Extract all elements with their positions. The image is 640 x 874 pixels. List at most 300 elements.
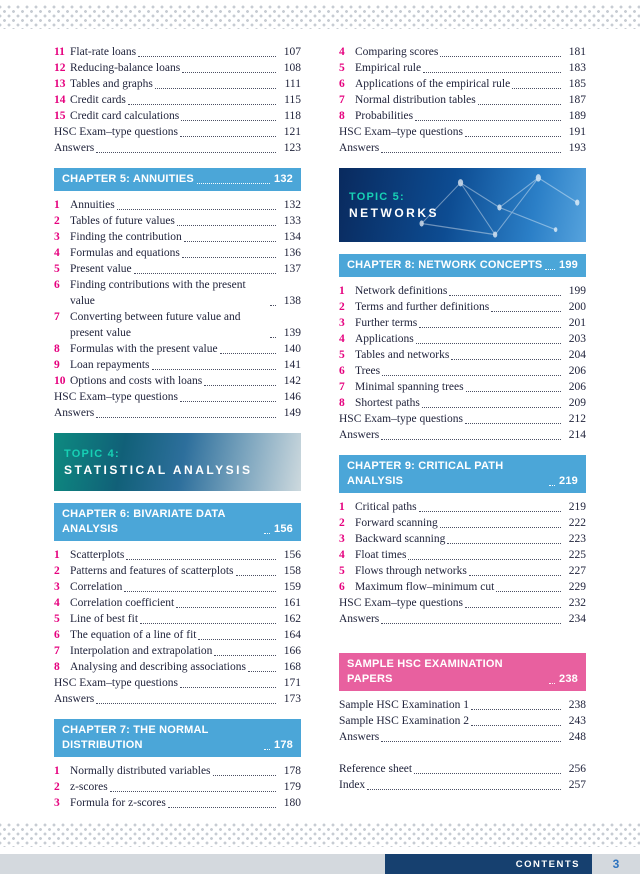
entry-label: Shortest paths xyxy=(355,397,420,409)
entry-label: Patterns and features of scatterplots xyxy=(70,565,234,577)
toc-entry xyxy=(339,395,586,411)
entry-number: 5 xyxy=(54,613,60,625)
topic4-kicker: TOPIC 4: xyxy=(64,447,120,460)
dot-leader xyxy=(440,56,561,57)
toc-entry xyxy=(339,140,586,156)
entry-number: 1 xyxy=(54,549,60,561)
toc-entry xyxy=(54,675,301,691)
entry-page: 248 xyxy=(568,731,586,743)
entry-label: Tables and networks xyxy=(355,349,450,361)
entry-label: Applications xyxy=(355,333,414,345)
entry-label: Analysing and describing associations xyxy=(70,661,246,673)
toc-entry xyxy=(54,691,301,707)
entry-label: Answers xyxy=(339,429,380,441)
dot-leader xyxy=(381,439,561,440)
dot-leader xyxy=(465,136,561,137)
entry-number: 1 xyxy=(339,501,345,513)
entry-number: 14 xyxy=(54,94,66,106)
dot-leader xyxy=(491,311,561,312)
sample-papers-list xyxy=(339,697,586,745)
entry-label: Flat-rate loans xyxy=(70,46,137,58)
chapter-title: SAMPLE HSC EXAMINATION PAPERS xyxy=(347,658,503,685)
dot-leader xyxy=(419,327,561,328)
dot-leader xyxy=(155,88,276,89)
dot-leader xyxy=(204,385,276,386)
dot-leader xyxy=(423,72,561,73)
entry-label: Further terms xyxy=(355,317,418,329)
entry-label: Terms and further definitions xyxy=(355,301,490,313)
toc-entry xyxy=(54,563,301,579)
entry-number: 11 xyxy=(54,46,65,58)
dot-leader xyxy=(381,623,561,624)
entry-number: 4 xyxy=(54,597,60,609)
entry-number: 5 xyxy=(339,349,345,361)
toc-entry xyxy=(54,643,301,659)
left-column xyxy=(54,44,301,823)
toc-entry xyxy=(54,389,301,405)
entry-number: 5 xyxy=(339,62,345,74)
top-dot-pattern xyxy=(0,5,640,29)
toc-entry xyxy=(339,579,586,595)
entry-page: 206 xyxy=(568,381,586,393)
entry-label: HSC Exam–type questions xyxy=(54,126,178,138)
chapter8-header xyxy=(339,254,586,277)
chapter-page: 199 xyxy=(559,259,578,271)
dot-leader xyxy=(213,775,276,776)
dot-leader xyxy=(264,533,270,534)
toc-entry xyxy=(339,499,586,515)
chapter7-list xyxy=(54,763,301,811)
toc-entry xyxy=(54,405,301,421)
toc-entry xyxy=(339,347,586,363)
sample-papers-header xyxy=(339,653,586,691)
entry-page: 256 xyxy=(568,763,586,775)
footer-section-label: CONTENTS xyxy=(385,854,592,874)
entry-number: 2 xyxy=(54,215,60,227)
toc-entry xyxy=(339,547,586,563)
entry-page: 179 xyxy=(283,781,301,793)
dot-leader xyxy=(220,353,276,354)
entry-label: Formula for z-scores xyxy=(70,797,166,809)
dot-leader xyxy=(270,337,276,338)
toc-content xyxy=(0,29,640,823)
entry-page: 161 xyxy=(283,597,301,609)
dot-leader xyxy=(367,789,561,790)
entry-label: Reference sheet xyxy=(339,763,413,775)
chapter9-header xyxy=(339,455,586,493)
toc-entry xyxy=(54,611,301,627)
toc-entry xyxy=(54,44,301,60)
entry-page: 138 xyxy=(283,295,301,307)
entry-label: Empirical rule xyxy=(355,62,422,74)
entry-page: 162 xyxy=(283,613,301,625)
entry-page: 158 xyxy=(283,565,301,577)
entry-label: Index xyxy=(339,779,366,791)
dot-leader xyxy=(176,607,276,608)
dot-leader xyxy=(124,591,276,592)
chapter6-list xyxy=(54,547,301,707)
entry-page: 146 xyxy=(283,391,301,403)
entry-number: 10 xyxy=(54,375,66,387)
entry-number: 6 xyxy=(339,581,345,593)
dot-leader xyxy=(117,209,276,210)
entry-page: 142 xyxy=(283,375,301,387)
dot-leader xyxy=(465,423,561,424)
chapter9-list xyxy=(339,499,586,627)
toc-entry xyxy=(339,563,586,579)
toc-entry xyxy=(54,60,301,76)
entry-label: Options and costs with loans xyxy=(70,375,203,387)
chapter-title: CHAPTER 8: NETWORK CONCEPTS xyxy=(347,259,543,271)
chapter4-continued-list xyxy=(54,44,301,156)
dot-leader xyxy=(180,401,276,402)
dot-leader xyxy=(248,671,276,672)
entry-label: Credit card calculations xyxy=(70,110,180,122)
toc-entry xyxy=(54,92,301,108)
entry-number: 5 xyxy=(54,263,60,275)
toc-entry xyxy=(339,315,586,331)
dot-leader xyxy=(415,120,561,121)
toc-entry xyxy=(339,515,586,531)
dot-leader xyxy=(96,417,276,418)
entry-label: Answers xyxy=(339,731,380,743)
entry-page: 238 xyxy=(568,699,586,711)
toc-entry xyxy=(54,245,301,261)
dot-leader xyxy=(381,152,561,153)
toc-entry xyxy=(54,261,301,277)
entry-page: 227 xyxy=(568,565,586,577)
entry-page: 206 xyxy=(568,365,586,377)
toc-entry xyxy=(339,331,586,347)
toc-entry xyxy=(54,213,301,229)
dot-leader xyxy=(168,807,276,808)
entry-page: 199 xyxy=(568,285,586,297)
entry-page: 141 xyxy=(283,359,301,371)
entry-number: 8 xyxy=(339,397,345,409)
entry-page: 193 xyxy=(568,142,586,154)
entry-page: 219 xyxy=(568,501,586,513)
topic4-title: STATISTICAL ANALYSIS xyxy=(64,462,253,477)
toc-entry xyxy=(54,197,301,213)
entry-number: 7 xyxy=(54,645,60,657)
entry-number: 6 xyxy=(339,78,345,90)
chapter5-header xyxy=(54,168,301,191)
dot-leader xyxy=(181,120,276,121)
entry-page: 223 xyxy=(568,533,586,545)
chapter5-list xyxy=(54,197,301,421)
entry-page: 133 xyxy=(283,215,301,227)
toc-entry xyxy=(339,611,586,627)
dot-leader xyxy=(140,623,276,624)
topic5-banner xyxy=(339,168,586,242)
entry-label: HSC Exam–type questions xyxy=(339,126,463,138)
entry-page: 181 xyxy=(568,46,586,58)
toc-entry xyxy=(339,60,586,76)
entry-label: Minimal spanning trees xyxy=(355,381,464,393)
entry-number: 9 xyxy=(54,359,60,371)
toc-entry xyxy=(54,341,301,357)
entry-number: 3 xyxy=(339,533,345,545)
entry-label: Line of best fit xyxy=(70,613,139,625)
entry-number: 2 xyxy=(54,565,60,577)
toc-entry xyxy=(54,309,301,341)
entry-label: The equation of a line of fit xyxy=(70,629,197,641)
toc-entry xyxy=(339,761,586,777)
entry-number: 4 xyxy=(339,46,345,58)
entry-page: 111 xyxy=(284,78,301,90)
dot-leader xyxy=(128,104,276,105)
entry-label: HSC Exam–type questions xyxy=(339,597,463,609)
toc-entry xyxy=(54,229,301,245)
toc-entry xyxy=(339,411,586,427)
toc-entry xyxy=(54,763,301,779)
entry-label: Formulas and equations xyxy=(70,247,180,259)
chapter-title: CHAPTER 5: ANNUITIES xyxy=(62,173,194,185)
page-footer xyxy=(0,854,640,874)
entry-page: 191 xyxy=(568,126,586,138)
entry-label: Correlation xyxy=(70,581,123,593)
entry-page: 140 xyxy=(283,343,301,355)
toc-entry xyxy=(339,777,586,793)
dot-leader xyxy=(197,183,270,184)
entry-page: 149 xyxy=(283,407,301,419)
toc-entry xyxy=(54,779,301,795)
dot-leader xyxy=(416,343,561,344)
dot-leader xyxy=(449,295,561,296)
chapter-page: 219 xyxy=(559,475,578,487)
entry-page: 200 xyxy=(568,301,586,313)
entry-label: Answers xyxy=(54,142,95,154)
toc-entry xyxy=(54,659,301,675)
entry-page: 173 xyxy=(283,693,301,705)
entry-label: HSC Exam–type questions xyxy=(54,391,178,403)
entry-page: 180 xyxy=(283,797,301,809)
entry-page: 159 xyxy=(283,581,301,593)
entry-page: 137 xyxy=(283,263,301,275)
dot-leader xyxy=(471,725,561,726)
entry-number: 3 xyxy=(54,581,60,593)
entry-label: Answers xyxy=(339,142,380,154)
dot-leader xyxy=(419,511,561,512)
entry-label: Converting between future value and present value xyxy=(70,311,241,339)
toc-entry xyxy=(54,795,301,811)
footer-spacer xyxy=(0,854,385,874)
entry-page: 203 xyxy=(568,333,586,345)
dot-leader xyxy=(214,655,276,656)
entry-number: 2 xyxy=(339,301,345,313)
entry-page: 234 xyxy=(568,613,586,625)
entry-page: 189 xyxy=(568,110,586,122)
toc-entry xyxy=(54,595,301,611)
entry-page: 201 xyxy=(568,317,586,329)
topic5-title: NETWORKS xyxy=(349,205,439,220)
dot-leader xyxy=(451,359,561,360)
entry-page: 212 xyxy=(568,413,586,425)
dot-leader xyxy=(471,709,561,710)
entry-page: 108 xyxy=(283,62,301,74)
entry-label: Interpolation and extrapolation xyxy=(70,645,213,657)
entry-number: 1 xyxy=(54,765,60,777)
dot-leader xyxy=(180,687,276,688)
bottom-dot-pattern xyxy=(0,823,640,847)
dot-leader xyxy=(180,136,276,137)
toc-entry xyxy=(54,357,301,373)
entry-page: 168 xyxy=(283,661,301,673)
chapter6-header xyxy=(54,503,301,541)
entry-page: 204 xyxy=(568,349,586,361)
entry-number: 13 xyxy=(54,78,66,90)
toc-entry xyxy=(339,108,586,124)
dot-leader xyxy=(414,773,561,774)
toc-entry xyxy=(339,363,586,379)
entry-label: Annuities xyxy=(70,199,115,211)
dot-leader xyxy=(264,749,270,750)
entry-page: 156 xyxy=(283,549,301,561)
toc-entry xyxy=(54,627,301,643)
entry-page: 187 xyxy=(568,94,586,106)
dot-leader xyxy=(381,741,561,742)
entry-number: 4 xyxy=(54,247,60,259)
entry-page: 243 xyxy=(568,715,586,727)
entry-label: Trees xyxy=(355,365,381,377)
entry-label: HSC Exam–type questions xyxy=(54,677,178,689)
chapter-title: CHAPTER 7: THE NORMAL DISTRIBUTION xyxy=(62,724,209,751)
entry-page: 214 xyxy=(568,429,586,441)
topic4-banner xyxy=(54,433,301,491)
chapter-page: 156 xyxy=(274,523,293,535)
entry-number: 4 xyxy=(339,333,345,345)
entry-number: 6 xyxy=(54,279,60,291)
entry-label: Tables of future values xyxy=(70,215,175,227)
entry-label: Network definitions xyxy=(355,285,448,297)
entry-label: Loan repayments xyxy=(70,359,150,371)
chapter7-continued-list xyxy=(339,44,586,156)
entry-label: Finding the contribution xyxy=(70,231,182,243)
entry-label: Formulas with the present value xyxy=(70,343,218,355)
entry-page: 123 xyxy=(283,142,301,154)
dot-leader xyxy=(182,257,276,258)
topic5-kicker: TOPIC 5: xyxy=(349,190,405,203)
entry-number: 5 xyxy=(339,565,345,577)
toc-entry xyxy=(339,283,586,299)
dot-leader xyxy=(382,375,561,376)
chapter7-header xyxy=(54,719,301,757)
dot-leader xyxy=(236,575,277,576)
toc-entry xyxy=(54,277,301,309)
toc-entry xyxy=(54,579,301,595)
entry-label: Critical paths xyxy=(355,501,417,513)
dot-leader xyxy=(96,703,276,704)
entry-page: 222 xyxy=(568,517,586,529)
entry-label: Flows through networks xyxy=(355,565,467,577)
entry-label: Float times xyxy=(355,549,407,561)
entry-page: 164 xyxy=(283,629,301,641)
entry-page: 257 xyxy=(568,779,586,791)
dot-leader xyxy=(182,72,276,73)
dot-leader xyxy=(466,391,561,392)
toc-entry xyxy=(339,92,586,108)
toc-entry xyxy=(54,124,301,140)
entry-page: 107 xyxy=(283,46,301,58)
entry-number: 4 xyxy=(339,549,345,561)
entry-label: Present value xyxy=(70,263,132,275)
dot-leader xyxy=(177,225,276,226)
entry-label: Credit cards xyxy=(70,94,126,106)
toc-entry xyxy=(54,547,301,563)
entry-number: 7 xyxy=(54,311,60,323)
entry-page: 183 xyxy=(568,62,586,74)
dot-leader xyxy=(198,639,276,640)
chapter-title: CHAPTER 9: CRITICAL PATH ANALYSIS xyxy=(347,460,504,487)
chapter8-list xyxy=(339,283,586,443)
chapter-page: 132 xyxy=(274,173,293,185)
entry-label: Correlation coefficient xyxy=(70,597,175,609)
entry-label: Probabilities xyxy=(355,110,414,122)
entry-number: 1 xyxy=(339,285,345,297)
entry-page: 229 xyxy=(568,581,586,593)
footer-page-number: 3 xyxy=(612,857,620,871)
chapter-title: CHAPTER 6: BIVARIATE DATA ANALYSIS xyxy=(62,508,226,535)
dot-leader xyxy=(270,305,276,306)
toc-entry xyxy=(54,373,301,389)
entry-label: Answers xyxy=(339,613,380,625)
dot-leader xyxy=(184,241,276,242)
entry-number: 6 xyxy=(339,365,345,377)
chapter-page: 178 xyxy=(274,739,293,751)
toc-entry xyxy=(339,124,586,140)
toc-entry xyxy=(339,379,586,395)
dot-leader xyxy=(469,575,561,576)
dot-leader xyxy=(549,683,555,684)
dot-leader xyxy=(126,559,276,560)
dot-leader xyxy=(440,527,561,528)
entry-number: 6 xyxy=(54,629,60,641)
entry-number: 7 xyxy=(339,381,345,393)
toc-entry xyxy=(339,729,586,745)
entry-number: 2 xyxy=(339,517,345,529)
dot-leader xyxy=(447,543,561,544)
toc-entry xyxy=(54,140,301,156)
toc-entry xyxy=(339,531,586,547)
toc-entry xyxy=(339,427,586,443)
entry-label: HSC Exam–type questions xyxy=(339,413,463,425)
entry-label: Backward scanning xyxy=(355,533,446,545)
entry-label: Applications of the empirical rule xyxy=(355,78,511,90)
entry-number: 7 xyxy=(339,94,345,106)
entry-page: 166 xyxy=(283,645,301,657)
entry-label: Normal distribution tables xyxy=(355,94,476,106)
end-matter-list xyxy=(339,761,586,793)
entry-page: 132 xyxy=(283,199,301,211)
dot-leader xyxy=(512,88,561,89)
entry-number: 8 xyxy=(339,110,345,122)
dot-leader xyxy=(549,485,555,486)
entry-number: 8 xyxy=(54,661,60,673)
entry-label: Answers xyxy=(54,407,95,419)
dot-leader xyxy=(152,369,276,370)
entry-number: 3 xyxy=(54,797,60,809)
entry-number: 3 xyxy=(54,231,60,243)
dot-leader xyxy=(110,791,276,792)
entry-page: 178 xyxy=(283,765,301,777)
toc-entry xyxy=(339,595,586,611)
entry-label: Sample HSC Examination 2 xyxy=(339,715,470,727)
entry-label: Comparing scores xyxy=(355,46,439,58)
entry-page: 118 xyxy=(284,110,301,122)
entry-page: 121 xyxy=(283,126,301,138)
entry-label: Normally distributed variables xyxy=(70,765,211,777)
entry-page: 225 xyxy=(568,549,586,561)
